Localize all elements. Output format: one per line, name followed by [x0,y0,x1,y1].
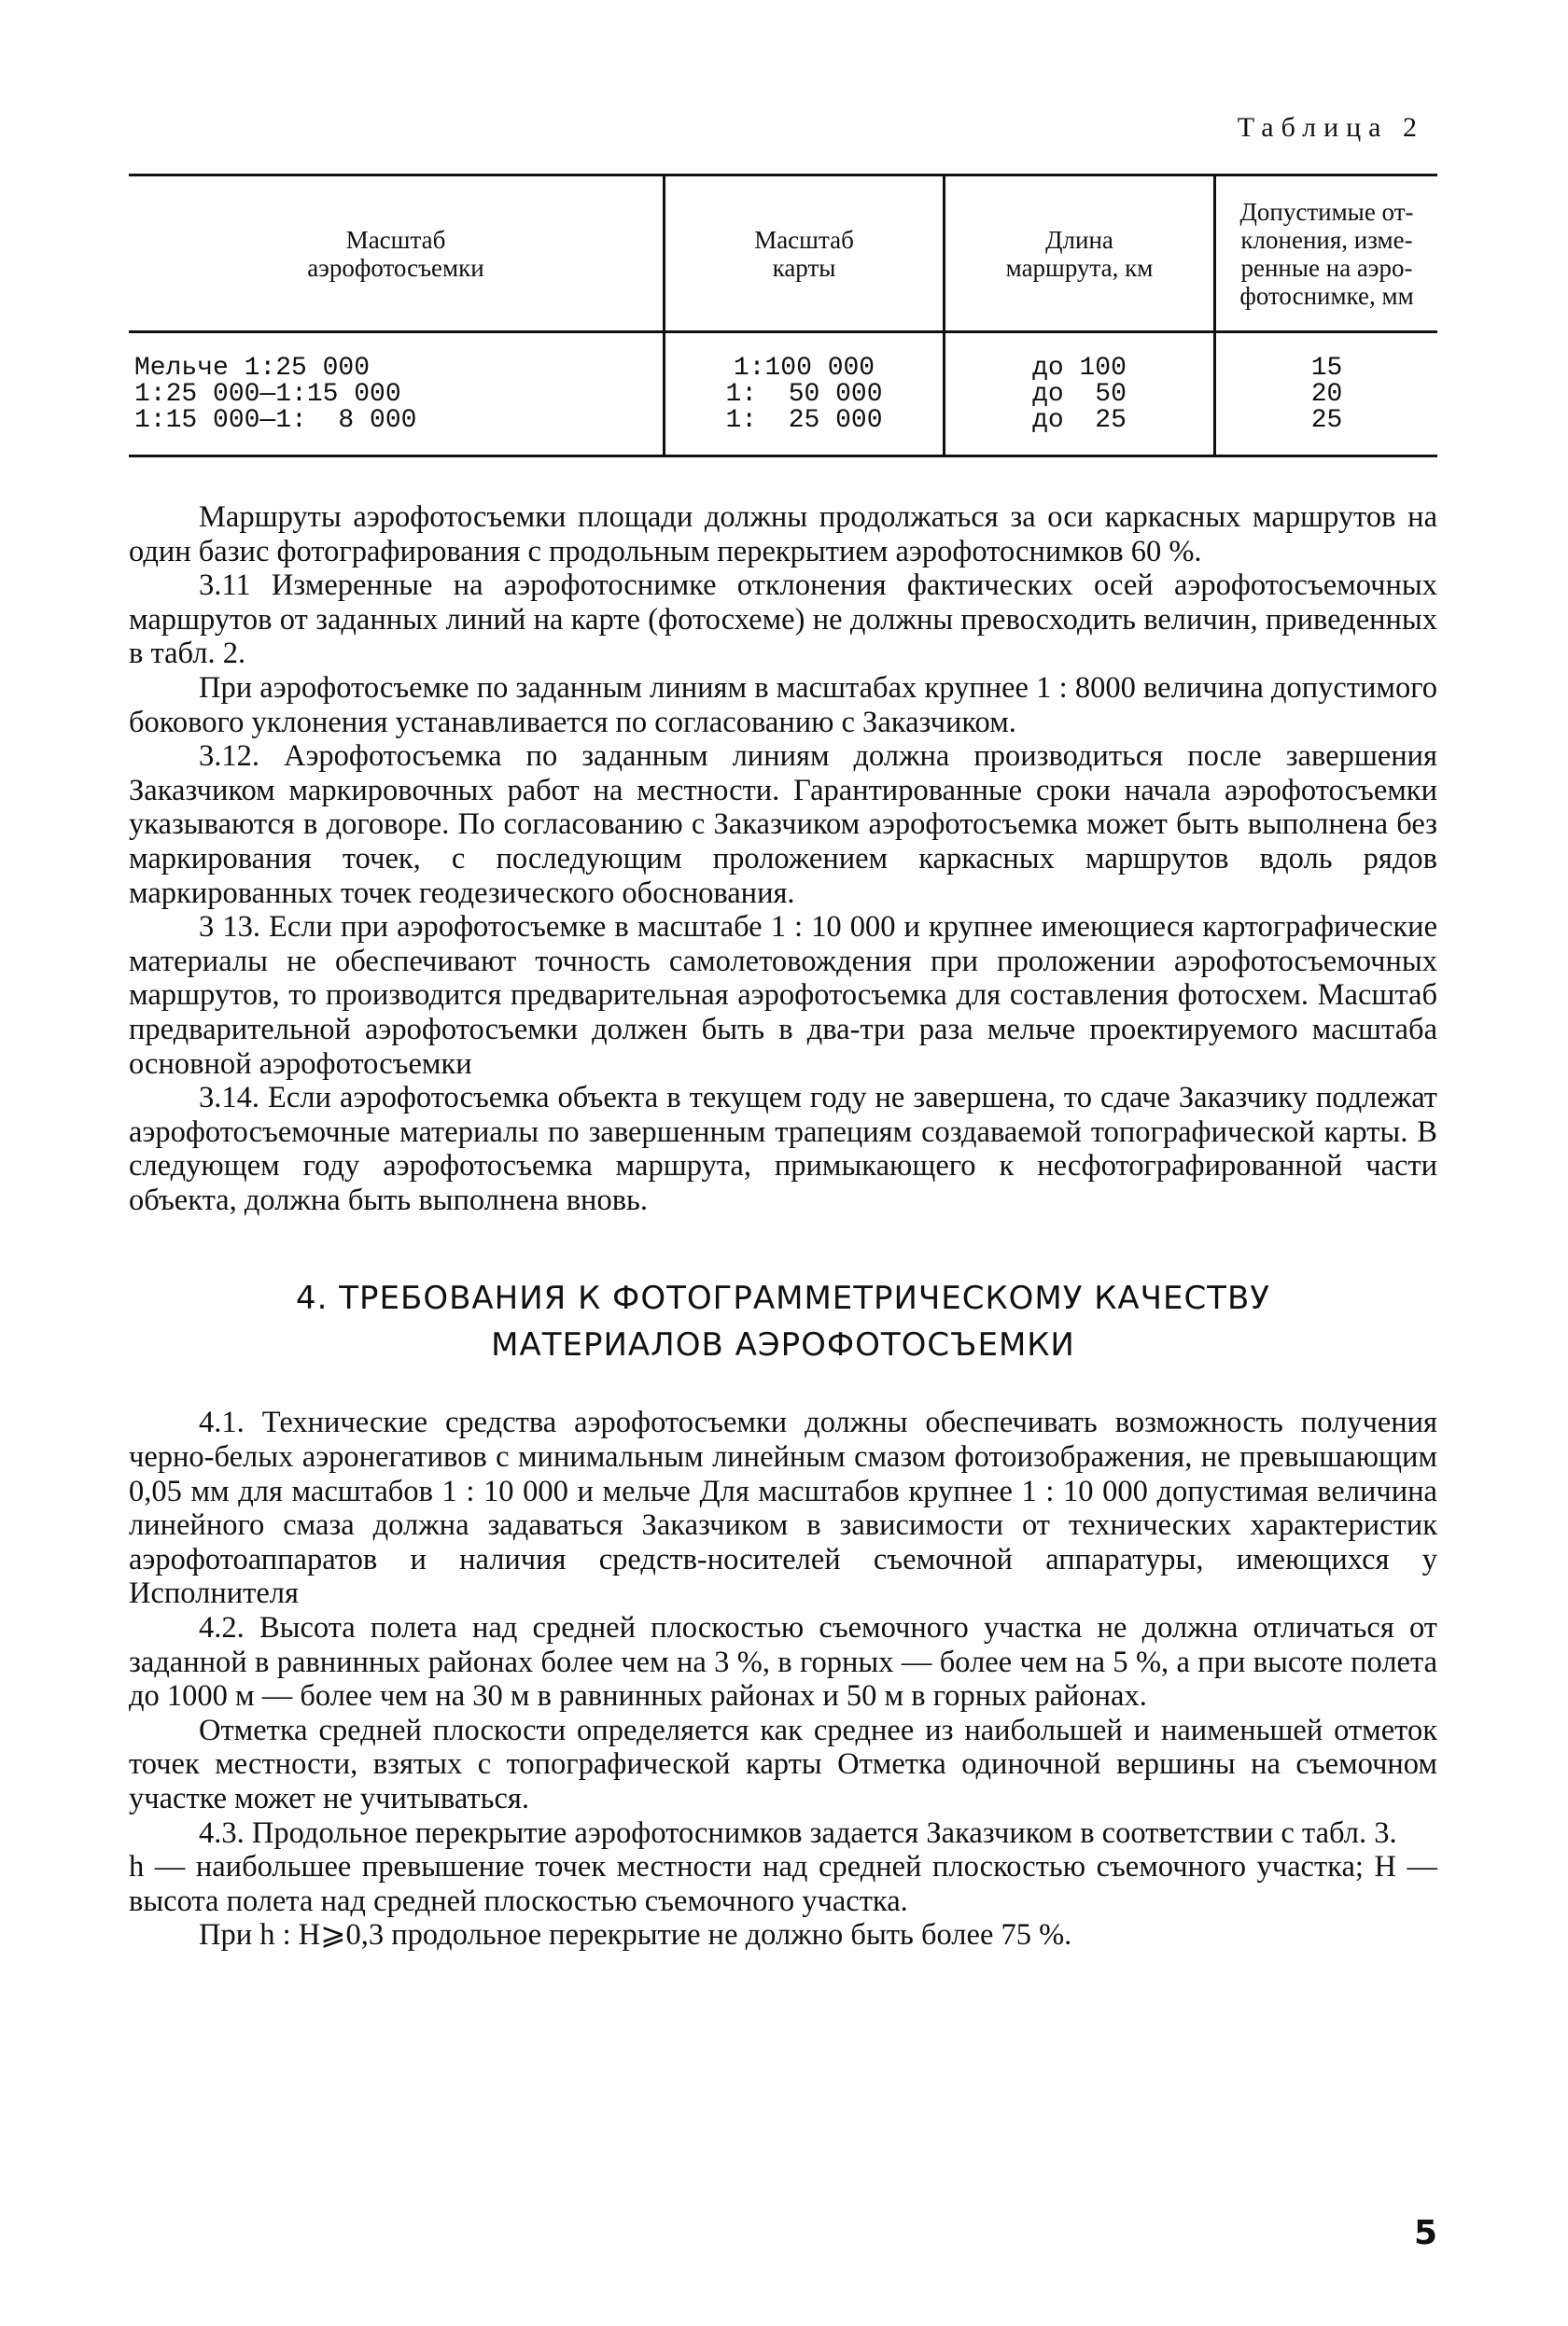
page-number: 5 [1413,2214,1437,2252]
section-heading-line-2: МАТЕРИАЛОВ АЭРОФОТОСЪЕМКИ [491,1326,1075,1365]
paragraph-4-2: 4.2. Высота полета над средней плоскостью съемочного участка не должна отличаться от заданной в равнинных районах более чем на 3 %, в горных — более чем на 5 %, а при высоте полета до 1000 м — более чем на 30 м в равнинных районах и 50 м в горных районах. [129,1611,1437,1714]
paragraph-4-3: 4.3. Продольное перекрытие аэрофотоснимков задается Заказчиком в соответствии с табл. 3. [199,1815,1397,1850]
deviation-table [129,174,1437,457]
header-route-length: Длина маршрута, км [945,175,1215,332]
table-caption: Таблица 2 [1237,112,1424,143]
paragraph-3-11: 3.11 Измеренные на аэрофотоснимке отклонения фактических осей аэрофотосъемочных маршрутов от заданных линий на карте (фотосхеме) не должны превосходить величин, приведенных в табл. 2. [129,568,1437,671]
cell-allowed-deviation: 15 20 25 [1215,332,1438,456]
definitions: h — наибольшее превышение точек местности над средней плоскостью съемочного участка; H — высота полета над средней плоскостью съемочного участка. [129,1850,1437,1918]
body-text-before [129,500,1437,1217]
cell-map-scale: 1:100 000 1: 50 000 1: 25 000 [665,332,945,456]
paragraph-3-13: 3 13. Если при аэрофотосъемке в масштабе 1 : 10 000 и крупнее имеющиеся картографические материалы не обеспечивают точность самолетовождения при проложении аэрофотосъемочных маршрутов, то производится предварительная аэрофотосъемка для составления фотосхем. Масштаб предварительной аэрофотосъемки должен быть в два-три раза мельче проектируемого масштаба основной аэрофотосъемки [129,910,1437,1081]
paragraph-4-1: 4.1. Технические средства аэрофотосъемки должны обеспечивать возможность получения черно-белых аэронегативов с минимальным линейным смазом фотоизображения, не превышающим 0,05 мм для масштабов 1 : 10 000 и мельче Для масштабов крупнее 1 : 10 000 допустимая величина линейного смаза должна задаваться Заказчиком в зависимости от технических характеристик аэрофотоаппаратов и наличия средств-носителей съемочной аппаратуры, имеющихся у Исполнителя [129,1406,1437,1611]
table-header-row [129,175,1437,332]
cell-route-length: до 100 до 50 до 25 [945,332,1215,456]
document-page [129,112,1437,1953]
paragraph: Маршруты аэрофотосъемки площади должны продолжаться за оси каркасных маршрутов на один базис фотографирования с продольным перекрытием аэрофотоснимков 60 %. [129,500,1437,568]
paragraph: При аэрофотосъемке по заданным линиям в масштабах крупнее 1 : 8000 величина допустимого бокового уклонения устанавливается по согласованию с Заказчиком. [129,670,1437,739]
final-line: При h : H⩾0,3 продольное перекрытие не должно быть более 75 %. [199,1918,1072,1953]
cell-survey-scale: Мельче 1:25 000 1:25 000—1:15 000 1:15 000—1: 8 000 [134,354,417,435]
body-text-after [129,1406,1437,1953]
header-map-scale: Масштаб карты [665,175,945,332]
table-data-row [129,332,1437,456]
paragraph: Отметка средней плоскости определяется как среднее из наибольшей и наименьшей отметок точек местности, взятых с топографической карты Отметка одиночной вершины на съемочном участке может не учитываться. [129,1713,1437,1815]
paragraph-3-14: 3.14. Если аэрофотосъемка объекта в текущем году не завершена, то сдаче Заказчику подлежат аэрофотосъемочные материалы по завершенным трапециям создаваемой топографической карты. В следующем году аэрофотосъемка маршрута, примыкающего к несфотографированной части объекта, должна быть выполнена вновь. [129,1081,1437,1217]
section-heading [129,1275,1437,1368]
header-allowed-deviation: Допустимые от- клонения, изме- ренные на аэро- фотоснимке, мм [1215,175,1438,332]
section-heading-line-1: 4. ТРЕБОВАНИЯ К ФОТОГРАММЕТРИЧЕСКОМУ КАЧЕСТВУ [296,1280,1270,1318]
paragraph-3-12: 3.12. Аэрофотосъемка по заданным линиям должна производиться после завершения Заказчиком маркировочных работ на местности. Гарантированные сроки начала аэрофотосъемки указываются в договоре. По согласованию с Заказчиком аэрофотосъемка может быть выполнена без маркирования точек, с последующим проложением каркасных маршрутов вдоль рядов маркированных точек геодезического обоснования. [129,739,1437,910]
header-survey-scale: Масштаб аэрофотосъемки [129,175,665,332]
